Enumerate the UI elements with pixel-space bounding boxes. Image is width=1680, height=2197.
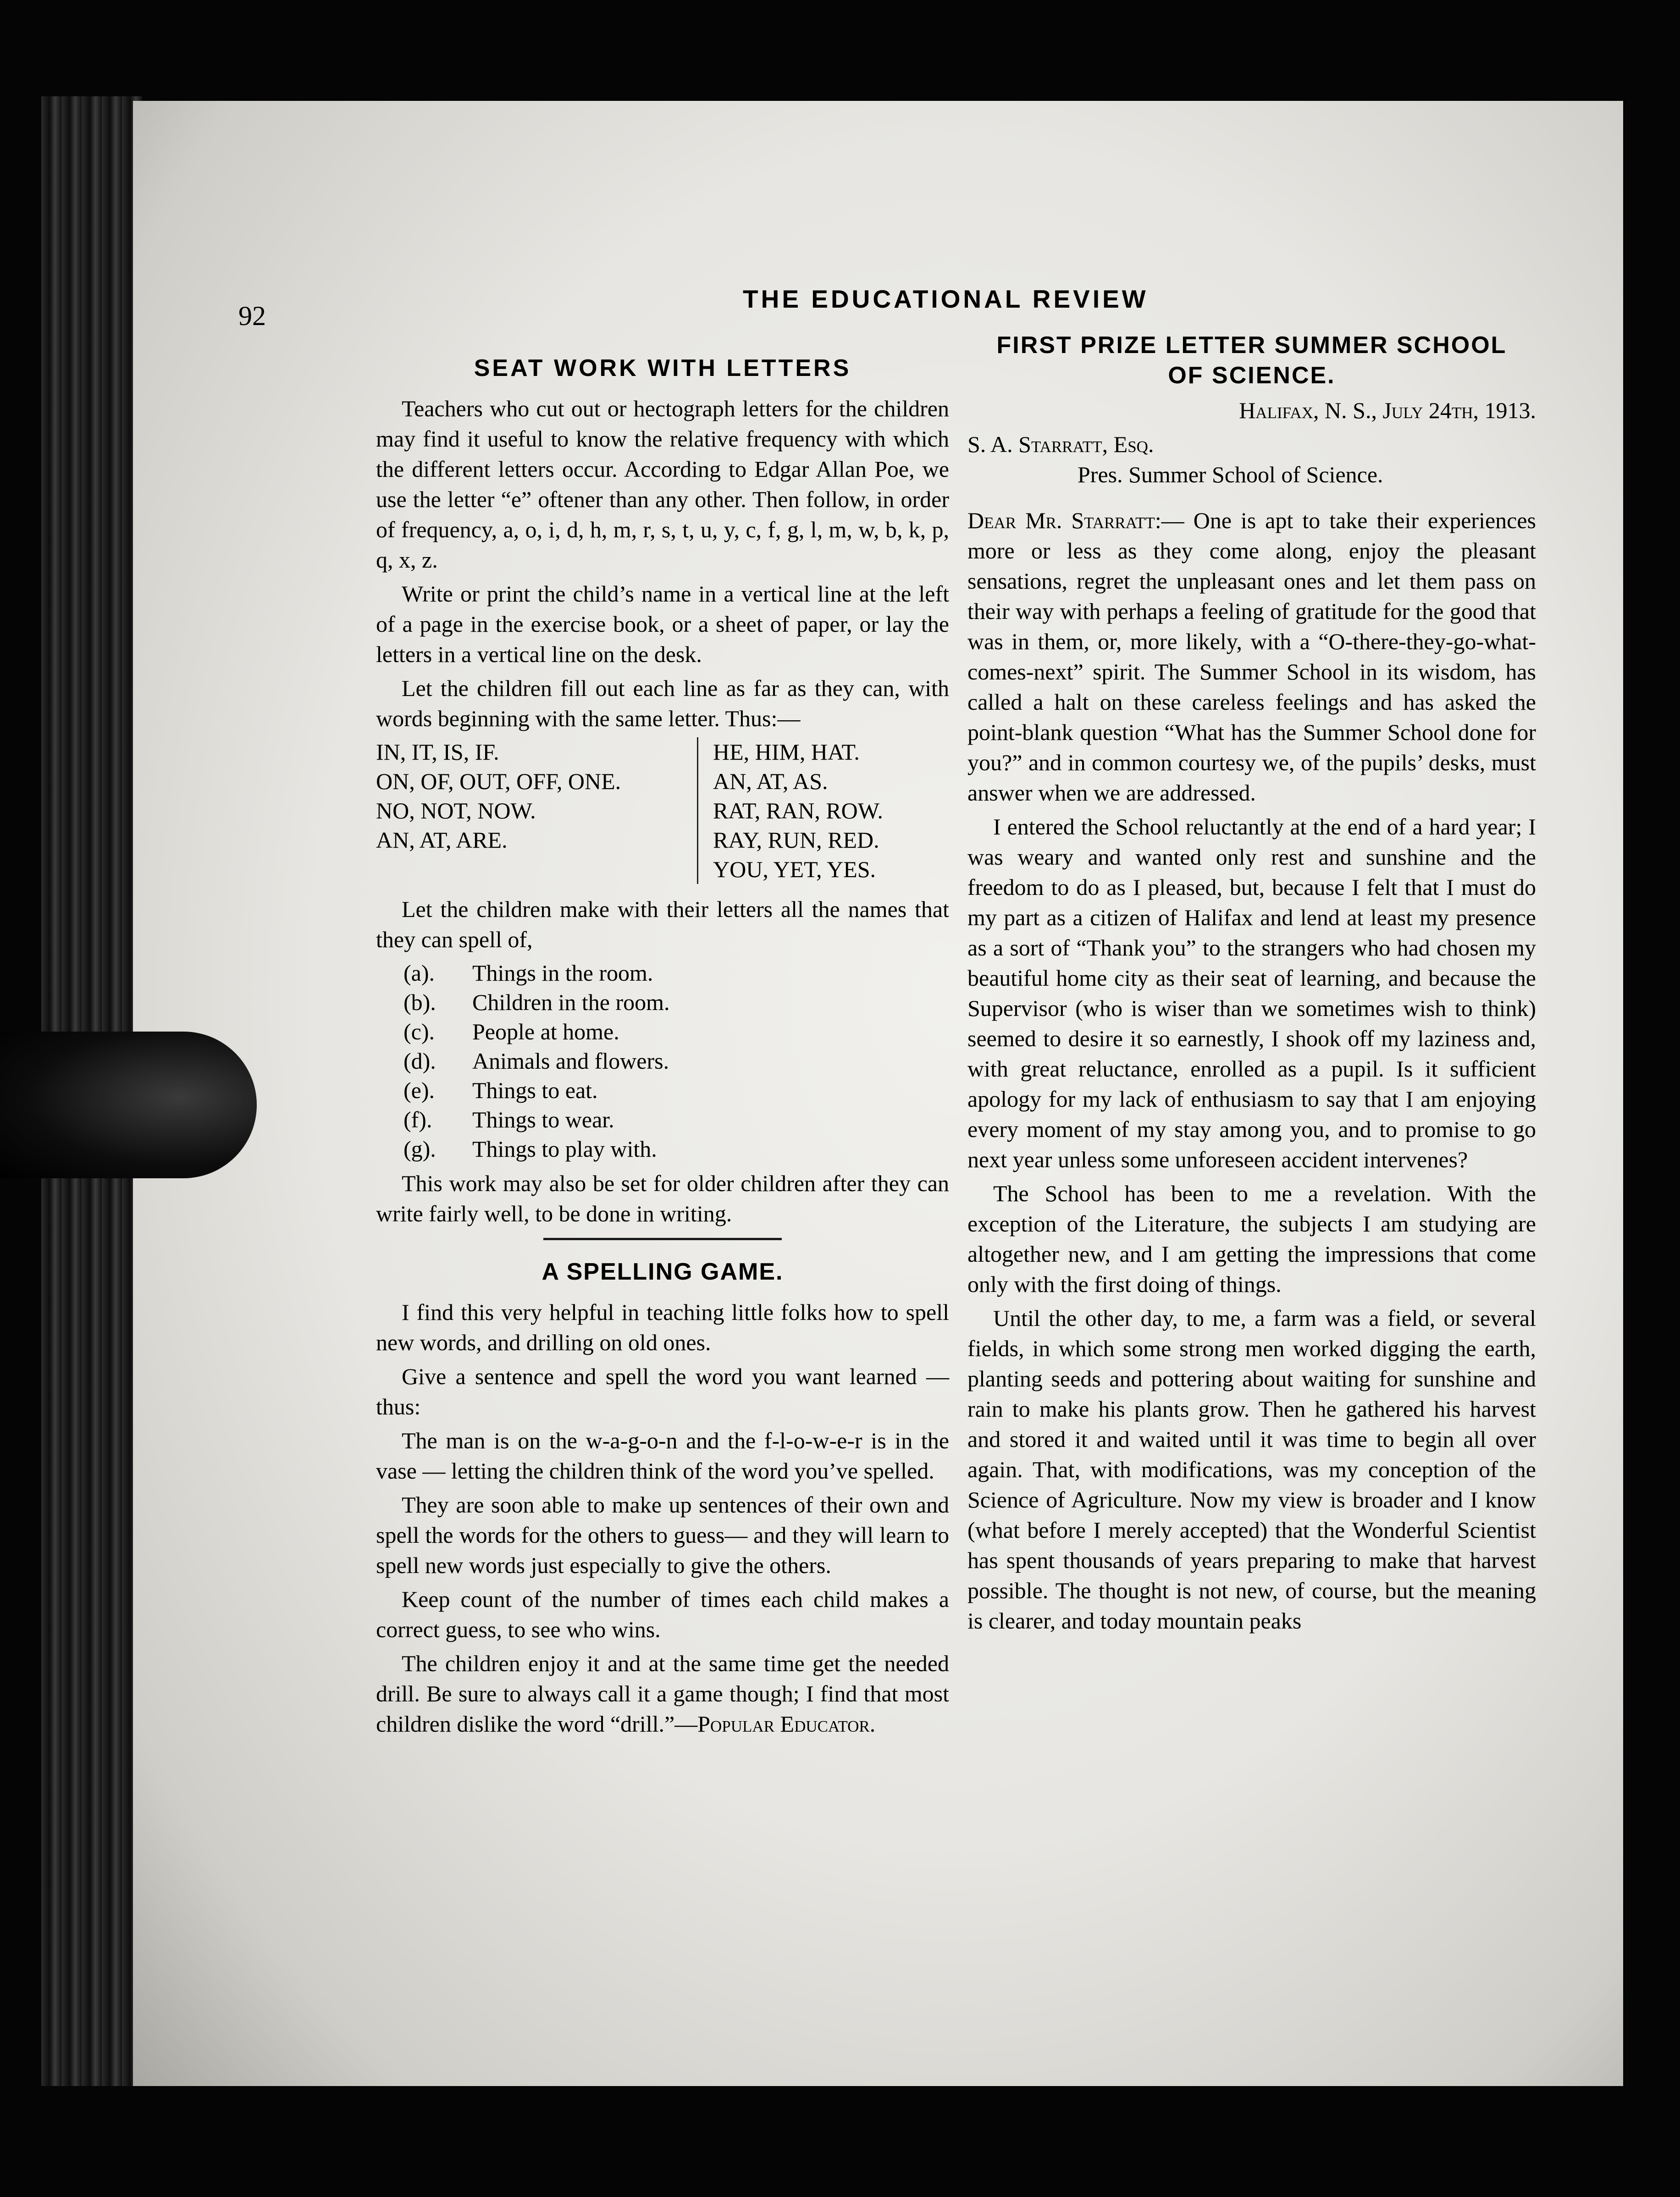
list-marker: (e). xyxy=(403,1077,435,1103)
word-row: AN, AT, AS. xyxy=(713,768,828,794)
list-marker: (b). xyxy=(403,989,436,1015)
word-row: ON, OF, OUT, OFF, ONE. xyxy=(376,768,621,794)
list-text: People at home. xyxy=(472,1019,619,1044)
list-text: Children in the room. xyxy=(472,989,670,1015)
paragraph: They are soon able to make up sentences of their own and spell the words for the others to guess— and they will learn to spell new words just especially to give the others. xyxy=(376,1492,949,1578)
list-item xyxy=(403,1017,949,1046)
paragraph: I find this very helpful in teaching little folks how to spell new words, and drilling on old ones. xyxy=(376,1299,949,1355)
paragraph: Let the children make with their letters all the names that they can spell of, xyxy=(376,896,949,952)
word-examples-right xyxy=(697,737,883,884)
word-examples-left xyxy=(376,737,697,884)
list-item xyxy=(403,1046,949,1076)
paragraph-text: — One is apt to take their experiences more or less as they come along, enjoy the pleasant sensations, regret the unpleasant ones and let them pass on their way with perhaps a feeling of gratitude for the good that was in them, or, more likely, with a “O-there-they-go-what-comes-next” spirit. The Summer School in its wisdom, has called a halt on these careless feelings and has asked the point-blank question “What has the Summer School done for you?” and in common courtesy we, of the pupils’ desks, must answer when we are addressed. xyxy=(967,508,1536,806)
category-list xyxy=(403,958,949,1164)
list-marker: (d). xyxy=(403,1048,436,1074)
list-marker: (f). xyxy=(403,1107,432,1132)
addressee-title: Pres. Summer School of Science. xyxy=(1078,462,1383,487)
paragraph xyxy=(376,1648,949,1739)
list-marker: (a). xyxy=(403,960,435,986)
list-text: Things to eat. xyxy=(472,1077,598,1103)
list-text: Things in the room. xyxy=(472,960,653,986)
salutation: Dear Mr. Starratt: xyxy=(967,508,1161,533)
list-item xyxy=(403,1134,949,1164)
list-item xyxy=(403,1076,949,1105)
list-item xyxy=(403,988,949,1017)
paragraph: The man is on the w-a-g-o-n and the f-l-o-w-e-r is in the vase — letting the children think of the word you’ve spelled. xyxy=(376,1428,949,1484)
word-row: HE, HIM, HAT. xyxy=(713,739,860,765)
word-row: RAT, RAN, ROW. xyxy=(713,798,883,823)
list-text: Animals and flowers. xyxy=(472,1048,669,1074)
title-line: OF SCIENCE. xyxy=(1168,362,1336,389)
paragraph xyxy=(967,505,1536,808)
left-column xyxy=(376,353,949,1743)
list-text: Things to play with. xyxy=(472,1136,657,1162)
paragraph: Teachers who cut out or hectograph letters for the children may find it useful to know the relative frequency with which the different letters occur. According to Edgar Allan Poe, we use the letter “e” oftener than any other. Then follow, in order of frequency, a, o, i, d, h, m, r, s, t, u, y, c, f, g, l, m, w, b, k, p, q, x, z. xyxy=(376,396,949,573)
list-marker: (c). xyxy=(403,1019,435,1044)
word-row: AN, AT, ARE. xyxy=(376,827,508,853)
list-text: Things to wear. xyxy=(472,1107,614,1132)
paragraph: This work may also be set for older children after they can write fairly well, to be done in writing. xyxy=(376,1170,949,1226)
list-item xyxy=(403,1105,949,1134)
word-row: YOU, YET, YES. xyxy=(713,856,876,882)
paragraph: Until the other day, to me, a farm was a field, or several fields, in which some strong men worked digging the earth, planting seeds and pottering about waiting for sunshine and rain to make his plants grow. Then he gathered his harvest and stored it and waited until it was time to begin all over again. That, with modifications, was my conception of the Science of Agriculture. Now my view is broader and I know (what before I merely accepted) that the Wonderful Scientist has spent thousands of years preparing to make that harvest possible. The thought is not new, of course, but the meaning is clearer, and today mountain peaks xyxy=(967,1305,1536,1634)
paragraph-text: The children enjoy it and at the same time get the needed drill. Be sure to always call it a game though; I find that most children dislike the word “drill.” xyxy=(376,1651,949,1737)
section-divider xyxy=(543,1238,782,1240)
running-head: THE EDUCATIONAL REVIEW xyxy=(743,285,1149,313)
source-credit: —Popular Educator. xyxy=(674,1711,876,1737)
word-examples xyxy=(376,737,949,884)
right-column xyxy=(967,330,1536,1639)
word-row: IN, IT, IS, IF. xyxy=(376,739,499,765)
paragraph: I entered the School reluctantly at the end of a hard year; I was weary and wanted only rest and sunshine and the freedom to do as I pleased, but, because I felt that I must do my part as a citizen of Halifax and lend at least my presence as a sort of “Thank you” to the strangers who had chosen my beautiful home city as their seat of learning, and because the Supervisor (who is wiser than we sometimes wish to think) seemed to desire it so earnestly, I shook off my laziness and, with great reluctance, enrolled as a pupil. Is it sufficient apology for my lack of enthusiasm to say that I am enjoying every moment of my stay among you, and to promise to go next year unless some unforeseen accident intervenes? xyxy=(967,814,1536,1172)
addressee-name: S. A. Starratt, Esq. xyxy=(967,431,1154,457)
list-item xyxy=(403,958,949,988)
paragraph: Give a sentence and spell the word you want learned —thus: xyxy=(376,1363,949,1419)
thumb-shadow xyxy=(0,1032,257,1178)
page-number: 92 xyxy=(238,301,266,331)
article-title-spelling-game: A SPELLING GAME. xyxy=(542,1259,784,1285)
article-title-prize-letter xyxy=(967,330,1536,391)
paragraph: Write or print the child’s name in a vertical line at the left of a page in the exercise book, or a sheet of paper, or lay the letters in a vertical line on the desk. xyxy=(376,581,949,667)
paragraph: Let the children fill out each line as far as they can, with words beginning with the same letter. Thus:— xyxy=(376,675,949,731)
dateline: Halifax, N. S., July 24th, 1913. xyxy=(1239,397,1536,423)
list-marker: (g). xyxy=(403,1136,436,1162)
title-line: FIRST PRIZE LETTER SUMMER SCHOOL xyxy=(996,332,1507,359)
paragraph: The School has been to me a revelation. With the exception of the Literature, the subjects I am studying are altogether new, and I am getting the impressions that come only with the first doing of things. xyxy=(967,1181,1536,1297)
article-title-seat-work: SEAT WORK WITH LETTERS xyxy=(474,355,851,381)
word-row: NO, NOT, NOW. xyxy=(376,798,536,823)
paragraph: Keep count of the number of times each child makes a correct guess, to see who wins. xyxy=(376,1586,949,1642)
word-row: RAY, RUN, RED. xyxy=(713,827,879,853)
